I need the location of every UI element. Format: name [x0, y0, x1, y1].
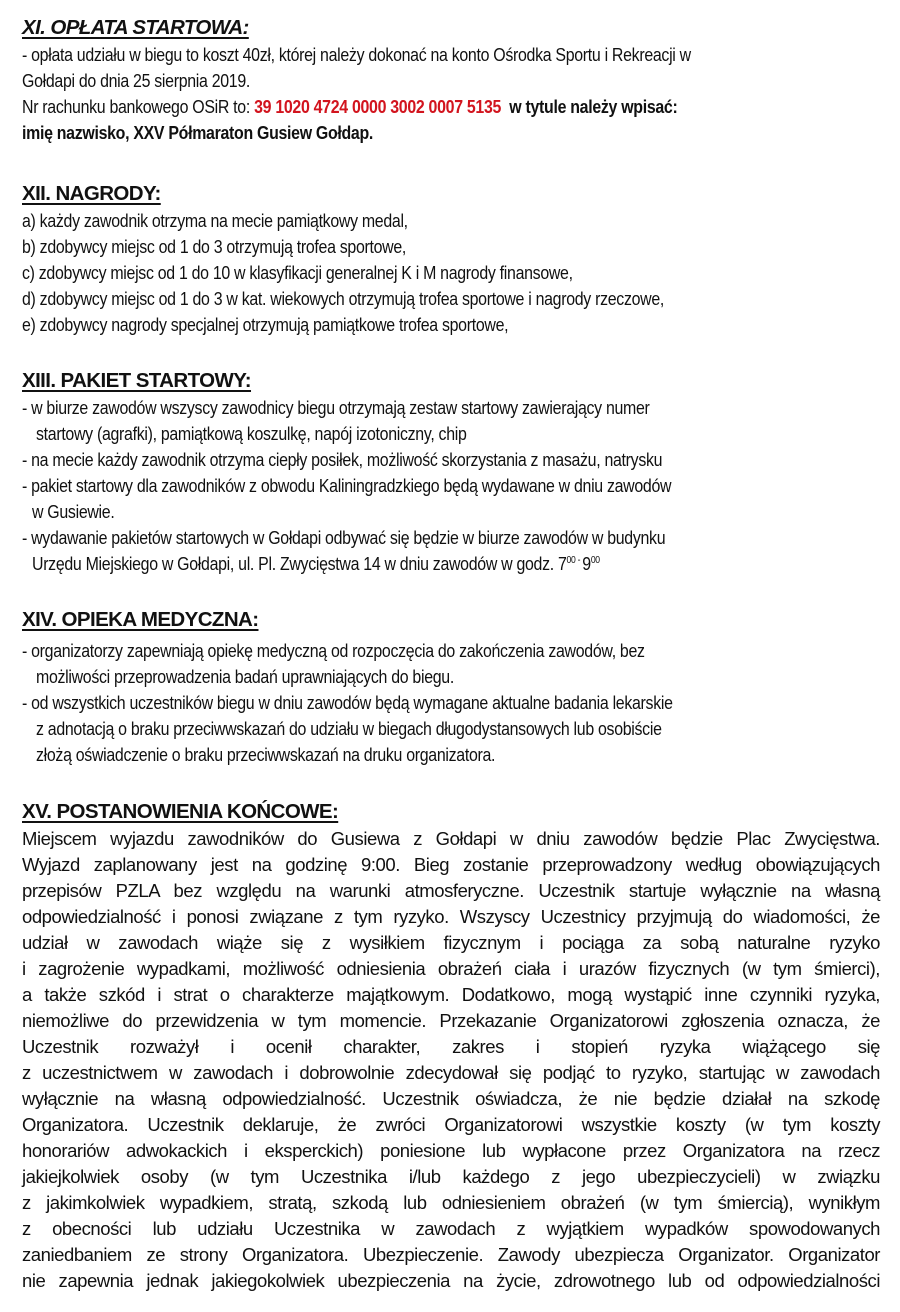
- paragraph-line: honorariów adwokackich i eksperckich) poniesione lub wypłacone przez Organizatora na rzecz: [22, 1140, 880, 1161]
- text-line: złożą oświadczenie o braku przeciwwskazań na druku organizatora.: [36, 744, 496, 765]
- text-line: - od wszystkich uczestników biegu w dniu zawodów będą wymagane aktualne badania lekarskie: [22, 692, 673, 713]
- account-label: Nr rachunku bankowego OSiR to:: [22, 96, 255, 117]
- bank-account-number: 39 1020 4724 0000 3002 0007 5135: [254, 96, 502, 117]
- paragraph-line: przepisów PZLA bez względu na warunki atmosferyczne. Uczestnik startuje wyłącznie na własną: [22, 880, 880, 901]
- text-line: z adnotacją o braku przeciwwskazań do udziału w biegach długodystansowych lub osobiście: [36, 718, 662, 739]
- paragraph-line: udział w zawodach wiąże się z wysiłkiem fizycznym i pociąga za sobą naturalne ryzyko: [22, 932, 880, 953]
- section-heading: XIV. OPIEKA MEDYCZNA:: [22, 608, 259, 631]
- account-line: [22, 94, 677, 120]
- paragraph-line: Uczestnik rozważył i ocenił charakter, zakres i stopień ryzyka wiążącego się: [22, 1036, 880, 1057]
- text-line: - wydawanie pakietów startowych w Gołdapi odbywać się będzie w biurze zawodów w budynku: [22, 527, 666, 548]
- end-hour: 9: [582, 553, 591, 574]
- paragraph-line: Organizatora. Uczestnik deklaruje, że zwróci Organizatorowi wszystkie koszty (w tym koszty: [22, 1114, 880, 1135]
- section-heading: XI. OPŁATA STARTOWA:: [22, 16, 249, 39]
- paragraph-line: Wyjazd zaplanowany jest na godzinę 9:00. Bieg zostanie przeprowadzony według obowiązujących: [22, 854, 880, 875]
- text-line: - pakiet startowy dla zawodników z obwodu Kaliningradzkiego będą wydawane w dniu zawodów: [22, 475, 672, 496]
- paragraph-line: niemożliwe do przewidzenia w tym momencie. Przekazanie Organizatorowi zgłoszenia oznacza, że: [22, 1010, 880, 1031]
- pickup-hours-line: [32, 551, 600, 577]
- transfer-title-instruction: w tytule należy wpisać:: [509, 96, 678, 117]
- list-item: d) zdobywcy miejsc od 1 do 3 w kat. wiekowych otrzymują trofea sportowe i nagrody rzeczowe,: [22, 288, 665, 309]
- list-item: a) każdy zawodnik otrzyma na mecie pamiątkowy medal,: [22, 210, 408, 231]
- end-minutes: 00: [590, 555, 600, 566]
- text-line: - organizatorzy zapewniają opiekę medyczną od rozpoczęcia do zakończenia zawodów, bez: [22, 640, 645, 661]
- text-line: - w biurze zawodów wszyscy zawodnicy biegu otrzymają zestaw startowy zawierający numer: [22, 397, 650, 418]
- section-heading: XV. POSTANOWIENIA KOŃCOWE:: [22, 800, 339, 823]
- list-item: e) zdobywcy nagrody specjalnej otrzymują pamiątkowe trofea sportowe,: [22, 314, 509, 335]
- section-heading: XIII. PAKIET STARTOWY:: [22, 369, 252, 392]
- text-line: - na mecie każdy zawodnik otrzyma ciepły posiłek, możliwość skorzystania z masażu, natrysku: [22, 449, 663, 470]
- text-line: możliwości przeprowadzenia badań uprawniających do biegu.: [36, 666, 454, 687]
- list-item: b) zdobywcy miejsc od 1 do 3 otrzymują trofea sportowe,: [22, 236, 407, 257]
- paragraph-line: Miejscem wyjazdu zawodników do Gusiewa z Gołdapi w dniu zawodów będzie Plac Zwycięstwa.: [22, 828, 880, 849]
- hours-separator: -: [575, 555, 583, 566]
- paragraph-line: zaniedbaniem ze strony Organizatora. Ubezpieczenie. Zawody ubezpiecza Organizator. Organizator: [22, 1244, 880, 1265]
- paragraph-line: z obecności lub udziału Uczestnika w zawodach z wyjątkiem wypadków spowodowanych: [22, 1218, 880, 1239]
- text-segment: Urzędu Miejskiego w Gołdapi, ul. Pl. Zwycięstwa 14 w dniu zawodów w godz.: [32, 553, 558, 574]
- text-line: w Gusiewie.: [32, 501, 115, 522]
- paragraph-line: i zagrożenie wypadkami, możliwość odniesienia obrażeń ciała i urazów fizycznych (w tym śmierci),: [22, 958, 880, 979]
- paragraph-line: a także szkód i strat o charakterze majątkowym. Dodatkowo, mogą wystąpić inne czynniki ryzyka,: [22, 984, 880, 1005]
- list-item: c) zdobywcy miejsc od 1 do 10 w klasyfikacji generalnej K i M nagrody finansowe,: [22, 262, 573, 283]
- transfer-title-value: imię nazwisko, XXV Półmaraton Gusiew Gołdap.: [22, 122, 374, 143]
- text-line: startowy (agrafki), pamiątkową koszulkę, napój izotoniczny, chip: [36, 423, 467, 444]
- start-hour: 7: [557, 553, 567, 574]
- paragraph-line: z jakimkolwiek wypadkiem, stratą, szkodą lub odniesieniem obrażeń (w tym śmiercią), wynikłym: [22, 1192, 880, 1213]
- text-line: - opłata udziału w biegu to koszt 40zł, której należy dokonać na konto Ośrodka Sportu i Rekreacji w: [22, 44, 691, 65]
- section-heading: XII. NAGRODY:: [22, 182, 161, 205]
- paragraph-line: nie zapewnia jednak jakiegokolwiek ubezpieczenia na życie, zdrowotnego lub od odpowiedzialności: [22, 1270, 880, 1291]
- paragraph-line: z uczestnictwem w zawodach i dobrowolnie zdecydował się podjąć to ryzyko, startując w zawodach: [22, 1062, 880, 1083]
- paragraph-line: jakiejkolwiek osoby (w tym Uczestnika i/lub każdego z jego ubezpieczycieli) w związku: [22, 1166, 880, 1187]
- start-minutes: 00: [566, 555, 576, 566]
- text-line: Gołdapi do dnia 25 sierpnia 2019.: [22, 70, 251, 91]
- paragraph-line: wyłącznie na własną odpowiedzialność. Uczestnik oświadcza, że nie będzie działał na szkodę: [22, 1088, 880, 1109]
- paragraph-line: odpowiedzialność i ponosi związane z tym ryzyko. Wszyscy Uczestnicy przyjmują do wiadomości, że: [22, 906, 880, 927]
